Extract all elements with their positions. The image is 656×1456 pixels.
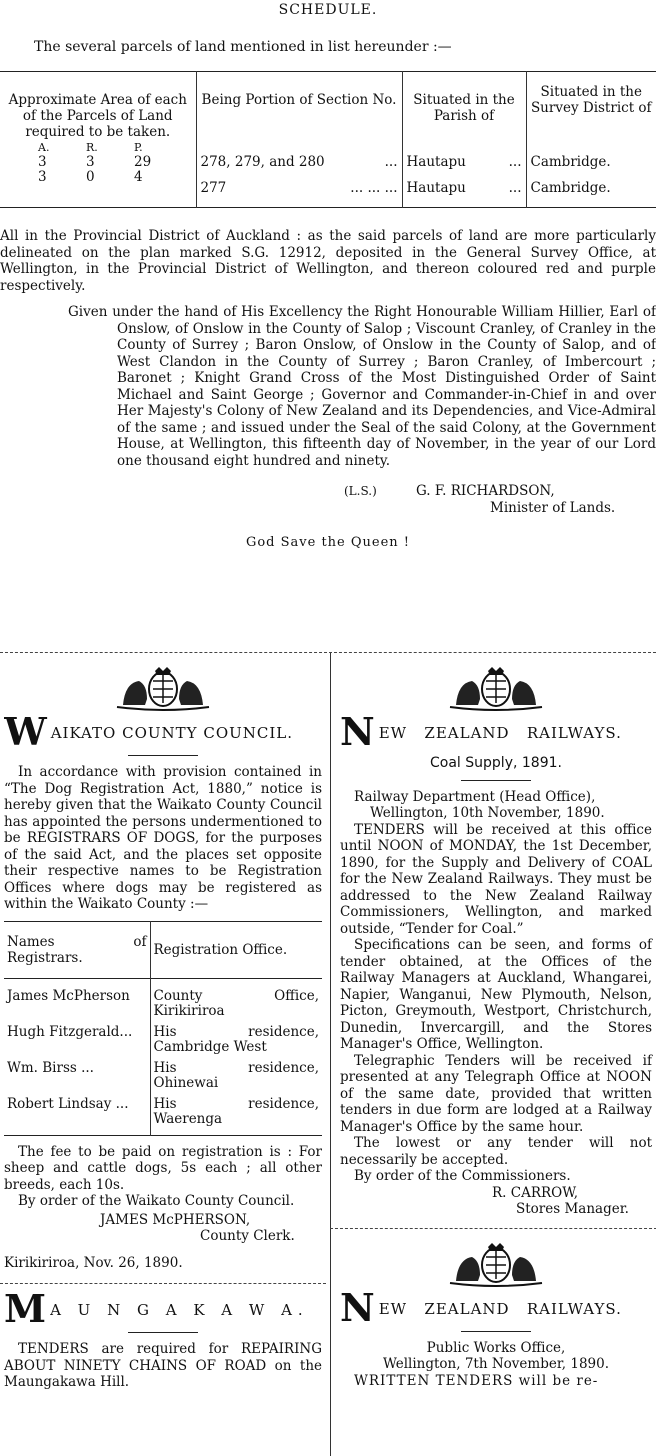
signer-title: Minister of Lands. — [490, 500, 616, 516]
col-parish-header: Situated in the Parish of — [402, 72, 526, 141]
nzr-signer-title: Stores Manager. — [516, 1201, 629, 1217]
left-column — [4, 653, 322, 1391]
waikato-signer: JAMES McPHERSON, — [100, 1211, 251, 1228]
nzr-works-title-block — [340, 1293, 652, 1323]
royal-arms-icon — [436, 665, 556, 711]
notices-columns — [0, 652, 656, 1456]
table-row: 3 3 29 278, 279, and 280 ... Hautapu ... Cambridge. — [0, 155, 656, 170]
divider-rule — [128, 1332, 198, 1333]
schedule-intro: The several parcels of land mentioned in list hereunder :— — [34, 38, 452, 55]
schedule-signature — [0, 483, 656, 517]
royal-arms-icon — [103, 665, 223, 711]
seal-mark: (L.S.) — [344, 484, 377, 498]
nzr-coal-title: EW ZEALAND RAILWAYS. — [378, 724, 622, 742]
col-district-header: Situated in the Survey District of — [526, 72, 656, 141]
nzr-works-date: Wellington, 7th November, 1890. — [382, 1356, 610, 1372]
maungakawa-body: TENDERS are required for REPAIRING ABOUT NINETY CHAINS OF ROAD on the Maungakawa Hill. — [4, 1341, 322, 1390]
dropcap: W — [4, 717, 47, 747]
waikato-title: AIKATO COUNTY COUNCIL. — [50, 724, 294, 742]
schedule-table — [0, 71, 656, 208]
signer-name: G. F. RICHARDSON, — [416, 483, 555, 499]
col-section-header: Being Portion of Section No. — [196, 72, 402, 141]
waikato-place-date: Kirikiriroa, Nov. 26, 1890. — [4, 1254, 183, 1271]
right-column — [340, 653, 652, 1389]
table-row: James McPherson County Office, Kirikiriroa — [4, 978, 322, 1022]
nzr-order: By order of the Commissioners. — [354, 1168, 571, 1184]
column-divider — [330, 653, 331, 1456]
registration-office-header: Registration Office. — [150, 921, 322, 978]
dropcap: M — [4, 1294, 47, 1324]
divider-rule — [128, 755, 198, 756]
nzr-lowest-paragraph: The lowest or any tender will not necessarily be accepted. — [340, 1135, 652, 1168]
dropcap: N — [340, 717, 375, 747]
coal-supply-subtitle: Coal Supply, 1891. — [430, 755, 562, 771]
waikato-signer-title: County Clerk. — [200, 1228, 295, 1244]
waikato-order: By order of the Waikato County Council. — [18, 1193, 295, 1209]
schedule-paragraph: All in the Provincial District of Auckland : as the said parcels of land are more particularly delineated on the plan marked S.G. 12912, deposited in the General Survey Office, at Wellington, in the Provincial District of Wellington, and thereon coloured red and purple respectively. — [0, 228, 656, 294]
maungakawa-title: A U N G A K A W A. — [50, 1301, 309, 1319]
col-area-header: Approximate Area of each of the Parcels of Land required to be taken. — [8, 92, 187, 140]
nzr-works-title: EW ZEALAND RAILWAYS. — [378, 1299, 622, 1318]
nzr-works-office: Public Works Office, — [426, 1339, 566, 1356]
nzr-date: Wellington, 10th November, 1890. — [370, 805, 605, 821]
waikato-body: In accordance with provision contained in “The Dog Registration Act, 1880,” notice is hereby given that the Waikato County Council has appointed the persons undermentioned to be REGISTRARS OF DOGS, for the purposes of the said Act, and the places set opposite their respective names to be Registration Offices where dogs may be registered as within the Waikato County :— — [4, 764, 322, 912]
area-units: A. R. P. — [38, 141, 143, 154]
table-row: Wm. Birss ... His residence, Ohinewai — [4, 1058, 322, 1094]
nzr-tender-paragraph: TENDERS will be received at this office until NOON of MONDAY, the 1st December, 1890, for the Supply and Delivery of COAL for the New Zealand Railways. They must be addressed to the New Zealand Railway Commissioners, Wellington, and marked outside, “Tender for Coal.” — [340, 821, 652, 937]
god-save-the-queen: God Save the Queen ! — [245, 535, 411, 550]
nzr-signer: R. CARROW, — [492, 1184, 579, 1201]
table-row: 3 0 4 277 ... ... ... Hautapu ... Cambridge. — [0, 170, 656, 208]
table-row: Robert Lindsay ... His residence, Waerenga — [4, 1094, 322, 1136]
section-separator — [0, 1283, 326, 1284]
royal-arms-icon — [436, 1241, 556, 1287]
divider-rule — [461, 780, 531, 781]
registrar-name-header: Names of Registrars. — [7, 933, 147, 966]
proclamation-text: Given under the hand of His Excellency the Right Honourable William Hillier, Earl of Onslow, of Onslow in the County of Salop ; Viscount Cranley, of Cranley in the County of Surrey ; Baron Onslow, of Onslow in the County of Salop, and of West Clandon in the County of Surrey ; Baron Cranley, of Imbercourt ; Baronet ; Knight Grand Cross of the Most Distinguished Order of Saint Michael and Saint George ; Governor and Commander-in-Chief in and over Her Majesty's Colony of New Zealand and its Dependencies, and Vice-Admiral of the same ; and issued under the Seal of the said Colony, at the Government House, at Wellington, this fifteenth day of November, in the year of our Lord one thousand eight hundred and ninety. — [68, 304, 656, 469]
section-separator — [330, 1228, 656, 1229]
dropcap: N — [340, 1292, 375, 1323]
maungakawa-title-block — [4, 1294, 322, 1324]
registrars-table — [4, 921, 322, 1136]
waikato-fee: The fee to be paid on registration is : For sheep and cattle dogs, 5s each ; all other breeds, each 10s. — [4, 1143, 322, 1193]
nzr-telegraph-paragraph: Telegraphic Tenders will be received if presented at any Telegraph Office at NOON of the same date, provided that written tenders in due form are lodged at a Railway Manager's Office by the same hour. — [340, 1052, 652, 1135]
divider-rule — [461, 1331, 531, 1332]
table-row: Hugh Fitzgerald... His residence, Cambridge West — [4, 1022, 322, 1058]
nzr-specs-paragraph: Specifications can be seen, and forms of tender obtained, at the Offices of the Railway Managers at Auckland, Whangarei, Napier, Wanganui, New Plymouth, Nelson, Picton, Greymouth, Westport, Christchurch, Dunedin, Invercargill, and the Stores Manager's Office, Wellington. — [340, 937, 652, 1052]
nzr-dept: Railway Department (Head Office), — [354, 788, 596, 805]
nzr-works-tender: WRITTEN TENDERS will be re- — [354, 1372, 599, 1389]
schedule-heading: SCHEDULE. — [278, 2, 378, 18]
waikato-title-block — [4, 717, 322, 747]
nzr-coal-title-block — [340, 717, 652, 747]
